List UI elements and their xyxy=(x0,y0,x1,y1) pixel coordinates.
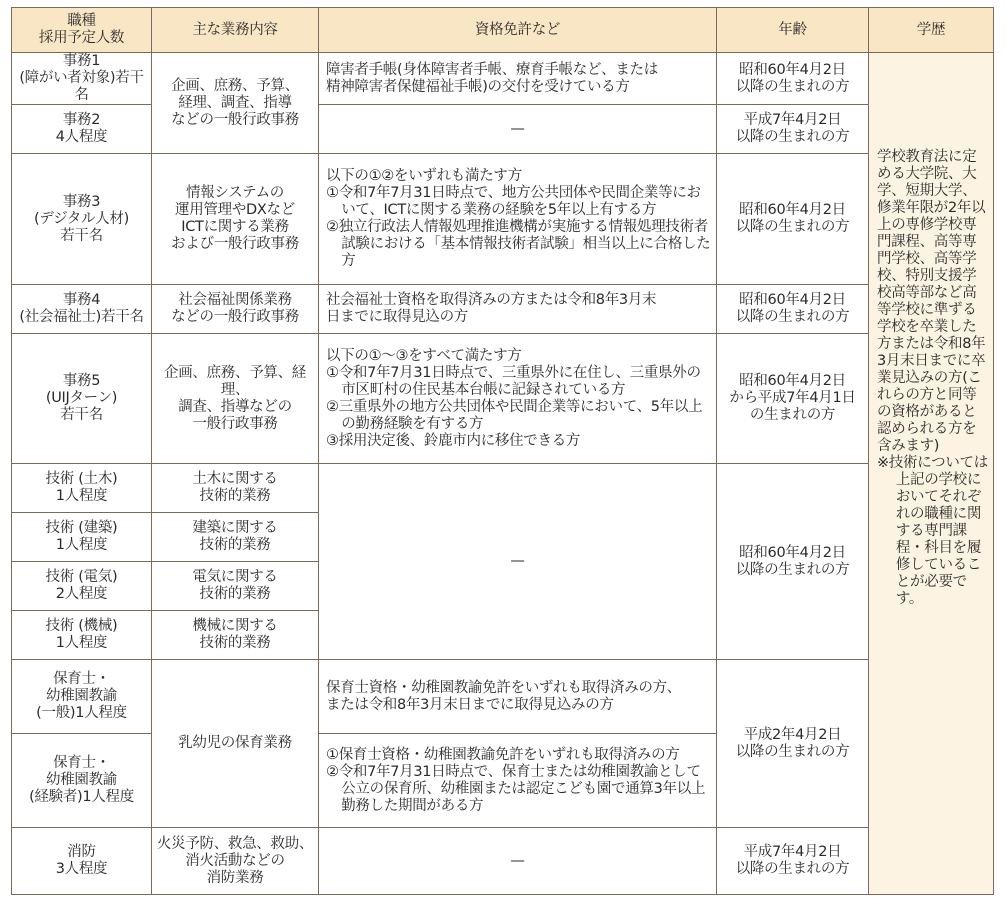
job-gijutsu-denki: 技術 (電気) 2人程度 xyxy=(12,562,152,611)
table-row-jimu3 xyxy=(12,154,994,285)
job-jimu1: 事務1 (障がい者対象)若干名 xyxy=(12,53,152,105)
recruitment-table xyxy=(11,7,994,895)
age-gijutsu: 昭和60年4月2日 以降の生まれの方 xyxy=(717,464,869,660)
header-job-count: 職種 採用予定人数 xyxy=(12,8,152,53)
age-jimu2: 平成7年4月2日 以降の生まれの方 xyxy=(717,105,869,154)
duty-jimu1-2: 企画、庶務、予算、 経理、調査、指導 などの一般行政事務 xyxy=(152,53,319,154)
header-education: 学歴 xyxy=(869,8,994,53)
table-row-jimu1 xyxy=(12,53,994,105)
duty-shobo: 火災予防、救急、救助、 消火活動などの 消防業務 xyxy=(152,828,319,895)
job-jimu3: 事務3 (デジタル人材) 若干名 xyxy=(12,154,152,285)
header-qualifications: 資格免許など xyxy=(319,8,717,53)
job-gijutsu-doboku: 技術 (土木) 1人程度 xyxy=(12,464,152,513)
duty-jimu5: 企画、庶務、予算、経理、 調査、指導などの 一般行政事務 xyxy=(152,334,319,464)
table-row-jimu5 xyxy=(12,334,994,464)
job-hoikushi-keiken: 保育士・ 幼稚園教諭 (経験者)1人程度 xyxy=(12,734,152,828)
qual-jimu4: 社会福祉士資格を取得済みの方または令和8年3月末 日までに取得見込の方 xyxy=(319,285,717,334)
qual-jimu3 xyxy=(319,154,717,285)
age-hoikushi: 平成2年4月2日 以降の生まれの方 xyxy=(717,660,869,828)
table-row-gijutsu-doboku xyxy=(12,464,994,513)
age-shobo: 平成7年4月2日 以降の生まれの方 xyxy=(717,828,869,895)
duty-gijutsu-kenchiku: 建築に関する 技術的業務 xyxy=(152,513,319,562)
age-jimu4: 昭和60年4月2日 以降の生まれの方 xyxy=(717,285,869,334)
job-jimu4: 事務4 (社会福祉士)若干名 xyxy=(12,285,152,334)
qual-jimu3-intro: 以下の①②をいずれも満たす方 xyxy=(326,168,522,184)
job-jimu5: 事務5 (UIJターン) 若干名 xyxy=(12,334,152,464)
table-row-hoikushi-ippan xyxy=(12,660,994,734)
qual-jimu3-item-2: ②独立行政法人情報処理推進機構が実施する情報処理技術者試験における「基本情報技術者試験」相当以上に合格した方 xyxy=(326,219,711,269)
duty-gijutsu-kikai: 機械に関する 技術的業務 xyxy=(152,611,319,660)
qual-hoikushi-ippan: 保育士資格・幼稚園教諭免許をいずれも取得済みの方、 または令和8年3月末日までに取得見込みの方 xyxy=(319,660,717,734)
job-hoikushi-ippan: 保育士・ 幼稚園教諭 (一般)1人程度 xyxy=(12,660,152,734)
duty-hoikushi: 乳幼児の保育業務 xyxy=(152,660,319,828)
header-duties: 主な業務内容 xyxy=(152,8,319,53)
education-text: 学校教育法に定める大学院、大学、短期大学、修業年限が2年以上の専修学校専門課程、高等専門学校、高等学校、特別支援学校高等部など高等学校に準ずる学校を卒業した方または令和8年3月末日までに卒業見込みの方(これらの方と同等の資格があると認められる方を含みます) xyxy=(877,149,986,454)
education-cell xyxy=(869,53,994,895)
qual-jimu2: — xyxy=(319,105,717,154)
age-jimu3: 昭和60年4月2日 以降の生まれの方 xyxy=(717,154,869,285)
qual-hoikushi-keiken xyxy=(319,734,717,828)
qual-jimu5-item-3: ③採用決定後、鈴鹿市内に移住できる方 xyxy=(326,432,581,449)
job-shobo: 消防 3人程度 xyxy=(12,828,152,895)
qual-jimu5-item-2: ②三重県外の地方公共団体や民間企業等において、5年以上の勤務経験を有する方 xyxy=(326,398,703,432)
qual-shobo: — xyxy=(319,828,717,895)
header-age: 年齢 xyxy=(717,8,869,53)
qual-jimu3-item-1: ①令和7年7月31日時点で、地方公共団体や民間企業等において、ICTに関する業務の経験を5年以上有する方 xyxy=(326,185,701,218)
qual-gijutsu: — xyxy=(319,464,717,660)
qual-jimu1: 障害者手帳(身体障害者手帳、療育手帳など、または 精神障害者保健福祉手帳)の交付を受けている方 xyxy=(319,53,717,105)
duty-jimu4: 社会福祉関係業務 などの一般行政事務 xyxy=(152,285,319,334)
qual-jimu5 xyxy=(319,334,717,464)
qual-hoikushi-keiken-item-1: ①保育士資格・幼稚園教諭免許をいずれも取得済みの方 xyxy=(326,746,680,763)
qual-jimu5-item-1: ①令和7年7月31日時点で、三重県外に在住し、三重県外の市区町村の住民基本台帳に記録されている方 xyxy=(326,364,701,398)
table-row-jimu4 xyxy=(12,285,994,334)
job-gijutsu-kikai: 技術 (機械) 1人程度 xyxy=(12,611,152,660)
education-note: ※技術については上記の学校においてそれぞれの職種に関する専門課程・科目を履修していることが必要です。 xyxy=(877,455,988,607)
duty-gijutsu-doboku: 土木に関する 技術的業務 xyxy=(152,464,319,513)
age-jimu1: 昭和60年4月2日 以降の生まれの方 xyxy=(717,53,869,105)
table-row-shobo xyxy=(12,828,994,895)
job-jimu2: 事務2 4人程度 xyxy=(12,105,152,154)
duty-gijutsu-denki: 電気に関する 技術的業務 xyxy=(152,562,319,611)
age-jimu5: 昭和60年4月2日 から平成7年4月1日 の生まれの方 xyxy=(717,334,869,464)
duty-jimu3: 情報システムの 運用管理やDXなど ICTに関する業務 および一般行政事務 xyxy=(152,154,319,285)
qual-jimu5-intro: 以下の①〜③をすべて満たす方 xyxy=(326,347,522,364)
job-gijutsu-kenchiku: 技術 (建築) 1人程度 xyxy=(12,513,152,562)
header-row xyxy=(12,8,994,53)
qual-hoikushi-keiken-item-2: ②令和7年7月31日時点で、保育士または幼稚園教諭として公立の保育所、幼稚園または認定こども園で通算3年以上勤務した期間がある方 xyxy=(326,763,706,814)
